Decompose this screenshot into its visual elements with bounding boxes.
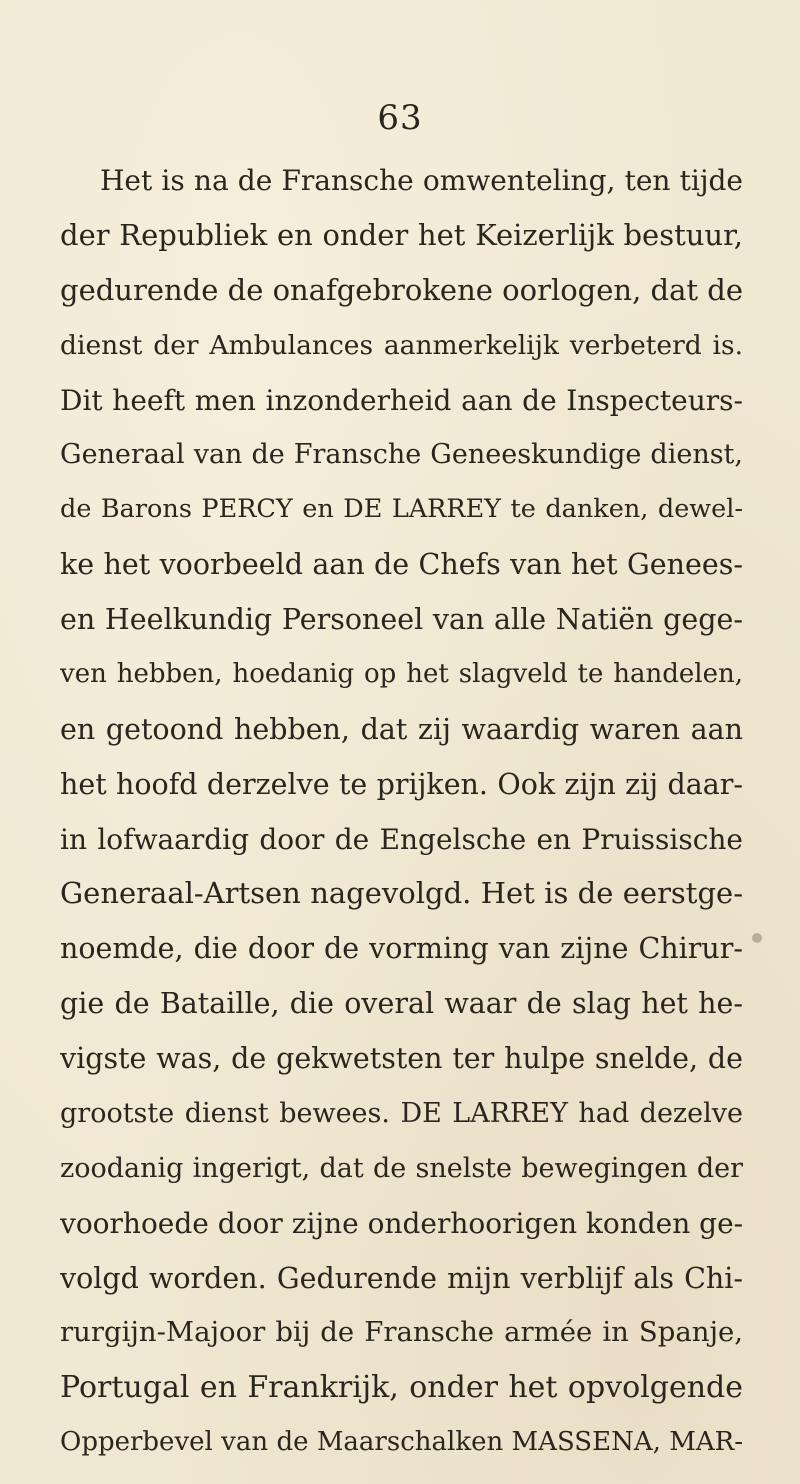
text-line-22: rurgijn-Majoor bij de Fransche armée in Spanje, [60,1316,743,1348]
text-line-11: en getoond hebben, dat zij waardig waren aan [60,713,743,746]
text-line-12: het hoofd derzelve te prijken. Ook zijn zij daar- [60,768,743,801]
text-line-16: gie de Bataille, die overal waar de slag het he- [60,987,743,1020]
text-line-1: Het is na de Fransche omwenteling, ten tijde [100,164,743,197]
text-line-8: ke het voorbeeld aan de Chefs van het Genees- [60,548,743,581]
text-line-7: de Barons PERCY en DE LARREY te danken, dewel- [60,494,743,524]
text-line-3: gedurende de onafgebrokene oorlogen, dat de [60,273,743,307]
text-line-23: Portugal en Frankrijk, onder het opvolgende [60,1370,743,1405]
text-line-10: ven hebben, hoedanig op het slagveld te handelen, [60,659,743,689]
text-line-13: in lofwaardig door de Engelsche en Pruissische [60,823,743,856]
text-line-19: zoodanig ingerigt, dat de snelste bewegingen der [60,1153,743,1184]
text-line-6: Generaal van de Fransche Geneeskundige dienst, [60,439,743,470]
text-line-14: Generaal-Artsen nagevolgd. Het is de eerstge- [60,876,743,910]
text-line-18: grootste dienst bewees. DE LARREY had dezelve [60,1098,743,1129]
ink-spot [752,933,762,943]
text-line-15: noemde, die door de vorming van zijne Chirur- [60,932,743,965]
text-line-4: dienst der Ambulances aanmerkelijk verbeterd is. [60,330,743,361]
text-line-9: en Heelkundig Personeel van alle Natiën gege- [60,603,743,636]
text-line-20: voorhoede door zijne onderhoorigen konden ge- [60,1207,743,1240]
text-line-24: Opperbevel van de Maarschalken MASSENA, MAR- [60,1427,743,1457]
text-line-17: vigste was, de gekwetsten ter hulpe snelde, de [60,1042,743,1075]
text-line-5: Dit heeft men inzonderheid aan de Inspecteurs- [60,384,743,417]
page-number: 63 [377,98,423,138]
text-line-21: volgd worden. Gedurende mijn verblijf als Chi- [60,1262,743,1295]
text-line-2: der Republiek en onder het Keizerlijk bestuur, [60,218,743,252]
